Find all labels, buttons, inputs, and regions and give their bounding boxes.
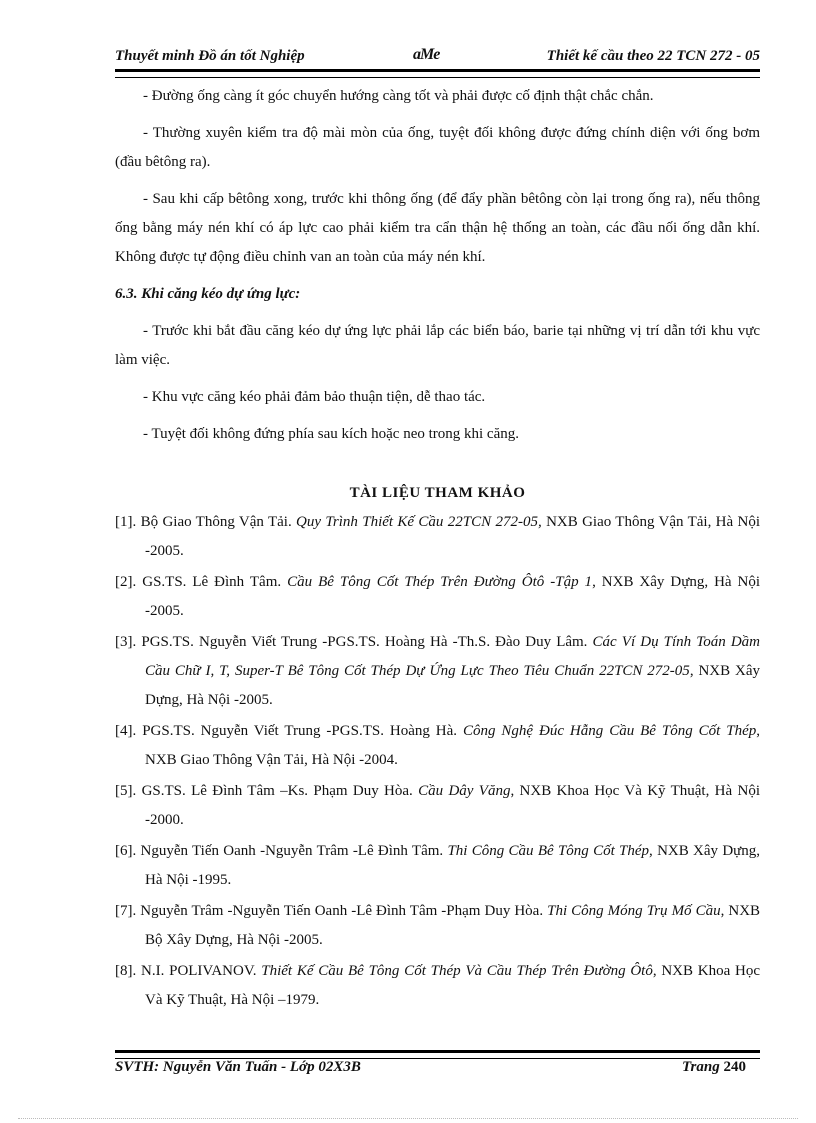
reference-number: [6]. bbox=[115, 843, 137, 859]
reference-authors: GS.TS. Lê Đình Tâm. bbox=[142, 574, 282, 590]
reference-number: [8]. bbox=[115, 963, 137, 979]
reference-item bbox=[115, 717, 760, 775]
reference-title: Cầu Dây Văng bbox=[418, 783, 511, 799]
reference-title: Thi Công Móng Trụ Mố Cầu bbox=[547, 903, 721, 919]
reference-item bbox=[115, 897, 760, 955]
reference-item bbox=[115, 957, 760, 1015]
reference-publisher: , NXB Khoa Học Và Kỹ Thuật, Hà Nội –1979. bbox=[145, 963, 761, 1008]
reference-title: Công Nghệ Đúc Hẫng Cầu Bê Tông Cốt Thép bbox=[462, 723, 757, 739]
reference-publisher: , NXB Xây Dựng, Hà Nội -1995. bbox=[145, 843, 761, 888]
body-paragraph: - Tuyệt đối không đứng phía sau kích hoặc neo trong khi căng. bbox=[143, 426, 519, 442]
reference-title: Thi Công Cầu Bê Tông Cốt Thép bbox=[447, 843, 650, 859]
reference-item bbox=[115, 568, 760, 626]
reference-publisher: NXB Giao Thông Vận Tải, Hà Nội -2005. bbox=[145, 514, 761, 559]
reference-item bbox=[115, 837, 760, 895]
header-design-standard: Thiết kế cầu theo 22 TCN 272 - 05 bbox=[546, 48, 760, 64]
reference-item bbox=[115, 628, 760, 715]
reference-title: Các Ví Dụ Tính Toán Dầm Cầu Chữ I, T, Super-T Bê Tông Cốt Thép Dự Ứng Lực Theo Tiêu Chuẩn 22TCN 272-05 bbox=[145, 634, 761, 679]
page-header bbox=[115, 46, 760, 68]
header-divider bbox=[115, 69, 760, 78]
reference-title: Thiết Kế Cầu Bê Tông Cốt Thép Và Cầu Thép Trên Đường Ôtô bbox=[261, 963, 653, 979]
body-paragraph: - Đường ống càng ít góc chuyển hướng càng tốt và phải được cố định thật chắc chắn. bbox=[143, 88, 654, 104]
header-logo-mark: aMe bbox=[413, 46, 440, 63]
reference-title: Quy Trình Thiết Kế Cầu 22TCN 272-05, bbox=[296, 514, 542, 530]
reference-number: [4]. bbox=[115, 723, 137, 739]
body-paragraph: - Khu vực căng kéo phải đảm bảo thuận tiện, dễ thao tác. bbox=[143, 389, 486, 405]
reference-authors: Nguyễn Trâm -Nguyễn Tiến Oanh -Lê Đình Tâm -Phạm Duy Hòa. bbox=[140, 903, 544, 919]
page-footer bbox=[115, 1057, 760, 1081]
body-paragraph: - Sau khi cấp bêtông xong, trước khi thông ống (để đẩy phần bêtông còn lại trong ống ra), nếu thông ống bằng máy nén khí có áp lực cao phải kiểm tra cẩn thận hệ thống an toàn, các đầu nối ống dẫn khí. Không được tự động điều chỉnh van an toàn của máy nén khí. bbox=[115, 191, 760, 265]
document-body bbox=[115, 82, 760, 1017]
reference-number: [3]. bbox=[115, 634, 137, 650]
reference-title: Cầu Bê Tông Cốt Thép Trên Đường Ôtô -Tập 1 bbox=[287, 574, 593, 590]
reference-publisher: , NXB Giao Thông Vận Tải, Hà Nội -2004. bbox=[145, 723, 761, 768]
footer-page-label: Trang bbox=[681, 1059, 720, 1075]
reference-item bbox=[115, 777, 760, 835]
reference-authors: GS.TS. Lê Đình Tâm –Ks. Phạm Duy Hòa. bbox=[141, 783, 413, 799]
reference-number: [1]. bbox=[115, 514, 137, 530]
body-paragraph: - Thường xuyên kiểm tra độ mài mòn của ống, tuyệt đối không được đứng chính diện với ống bơm (đầu bêtông ra). bbox=[115, 125, 760, 170]
footer-page-number: 240 bbox=[723, 1059, 746, 1075]
reference-authors: Bộ Giao Thông Vận Tải. bbox=[140, 514, 292, 530]
reference-authors: PGS.TS. Nguyễn Viết Trung -PGS.TS. Hoàng Hà. bbox=[142, 723, 458, 739]
reference-authors: Nguyễn Tiến Oanh -Nguyễn Trâm -Lê Đình Tâm. bbox=[140, 843, 444, 859]
reference-number: [7]. bbox=[115, 903, 137, 919]
reference-number: [2]. bbox=[115, 574, 137, 590]
reference-authors: PGS.TS. Nguyễn Viết Trung -PGS.TS. Hoàng Hà -Th.S. Đào Duy Lâm. bbox=[141, 634, 588, 650]
body-paragraph: - Trước khi bắt đầu căng kéo dự ứng lực phải lắp các biển báo, barie tại những vị trí dẫn tới khu vực làm việc. bbox=[115, 323, 760, 368]
references-list bbox=[115, 508, 760, 1015]
reference-publisher: , NXB Xây Dựng, Hà Nội -2005. bbox=[145, 663, 760, 708]
header-thesis-title: Thuyết minh Đồ án tốt Nghiệp bbox=[115, 48, 305, 64]
reference-item bbox=[115, 508, 760, 566]
references-title: TÀI LIỆU THAM KHẢO bbox=[349, 485, 526, 501]
reference-publisher: , NXB Khoa Học Và Kỹ Thuật, Hà Nội -2000. bbox=[145, 783, 761, 828]
footer-page-indicator bbox=[682, 1059, 746, 1076]
section-heading: 6.3. Khi căng kéo dự ứng lực: bbox=[115, 286, 301, 302]
footer-student-info: SVTH: Nguyễn Văn Tuấn - Lớp 02X3B bbox=[115, 1059, 361, 1075]
reference-number: [5]. bbox=[115, 783, 137, 799]
reference-authors: N.I. POLIVANOV. bbox=[141, 963, 257, 979]
page-bottom-dotted-line bbox=[18, 1118, 798, 1119]
reference-publisher: , NXB Xây Dựng, Hà Nội -2005. bbox=[145, 574, 761, 619]
reference-publisher: , NXB Bộ Xây Dựng, Hà Nội -2005. bbox=[145, 903, 761, 948]
